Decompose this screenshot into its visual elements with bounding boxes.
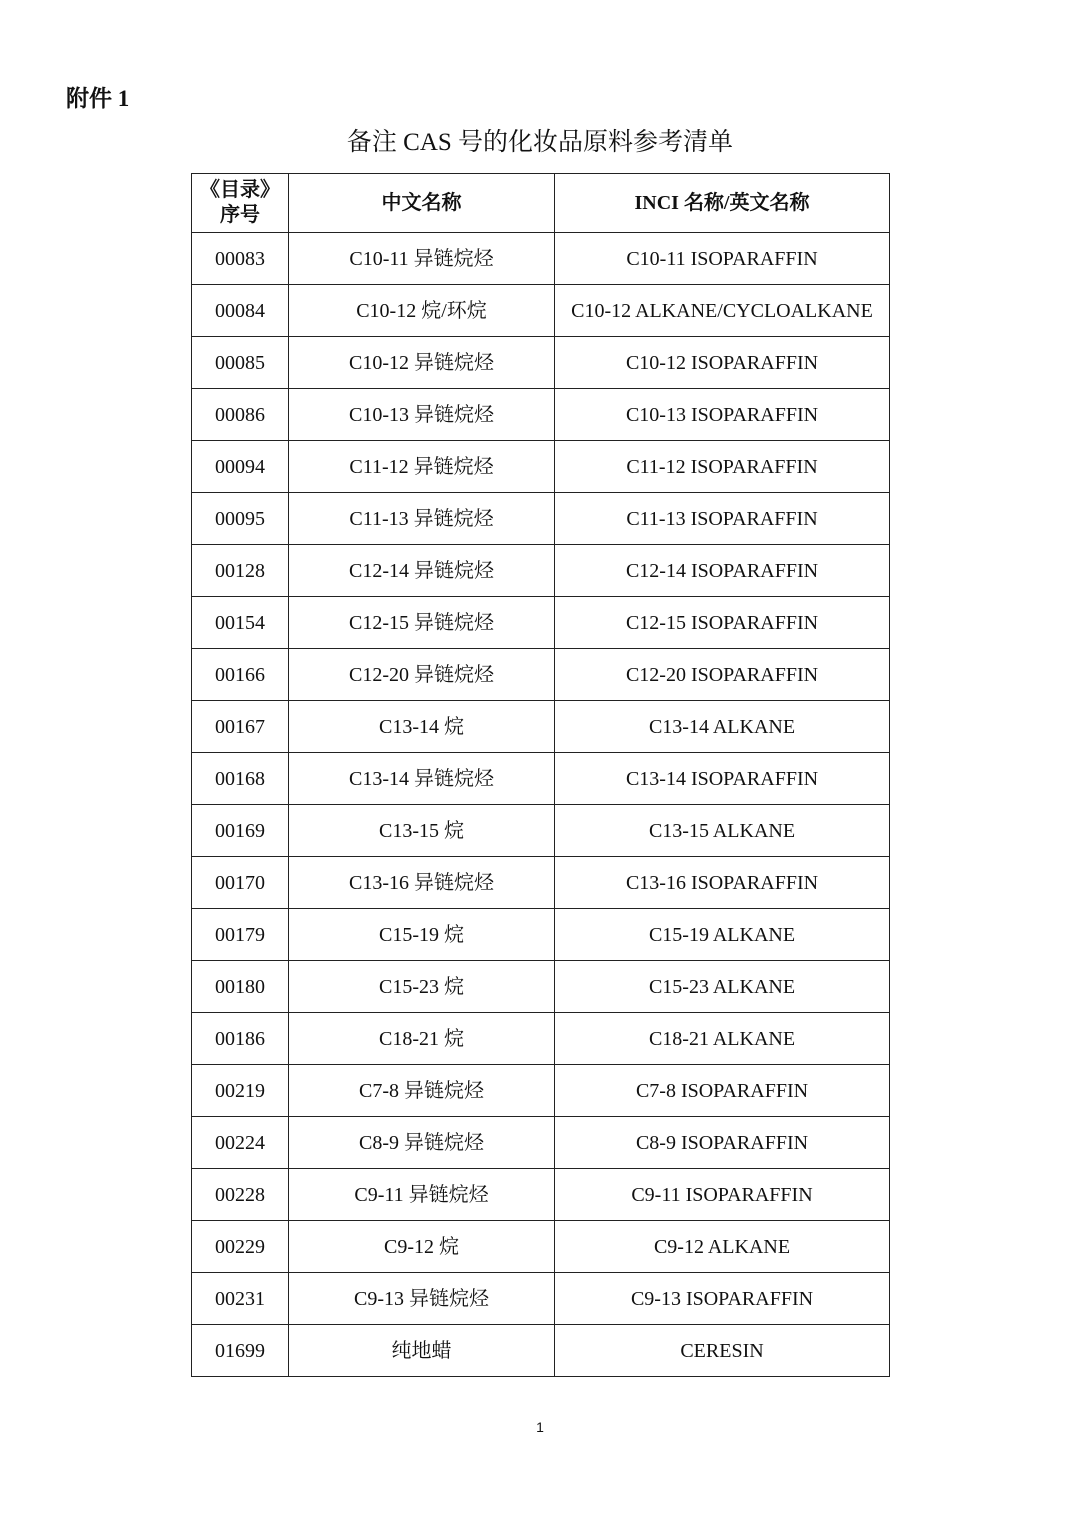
cell-inci-name: C13-15 ALKANE (555, 805, 890, 857)
cell-inci-name: C10-12 ALKANE/CYCLOALKANE (555, 285, 890, 337)
cell-inci-name: C10-13 ISOPARAFFIN (555, 389, 890, 441)
header-catalog-line1: 《目录》 (200, 179, 280, 201)
cell-chinese-name: C12-15 异链烷烃 (289, 597, 555, 649)
cell-inci-name: C9-13 ISOPARAFFIN (555, 1273, 890, 1325)
table-row (192, 545, 890, 597)
cell-inci-name: C18-21 ALKANE (555, 1013, 890, 1065)
cell-chinese-name: C10-12 异链烷烃 (289, 337, 555, 389)
cell-inci-name: C8-9 ISOPARAFFIN (555, 1117, 890, 1169)
cell-inci-name: C9-11 ISOPARAFFIN (555, 1169, 890, 1221)
table-row (192, 441, 890, 493)
table-body (192, 233, 890, 1377)
document-title: 备注 CAS 号的化妆品原料参考清单 (346, 129, 734, 156)
cell-chinese-name: C8-9 异链烷烃 (289, 1117, 555, 1169)
attachment-label: 附件 1 (66, 86, 130, 111)
cell-catalog-number: 00154 (192, 597, 289, 649)
cell-catalog-number: 00219 (192, 1065, 289, 1117)
cell-inci-name: C12-15 ISOPARAFFIN (555, 597, 890, 649)
table-row (192, 285, 890, 337)
table-row (192, 857, 890, 909)
cell-catalog-number: 00095 (192, 493, 289, 545)
table-row (192, 1117, 890, 1169)
ingredient-table (191, 173, 890, 1377)
cell-catalog-number: 00231 (192, 1273, 289, 1325)
page-number: 1 (536, 1419, 544, 1435)
cell-chinese-name: C9-12 烷 (289, 1221, 555, 1273)
cell-inci-name: C9-12 ALKANE (555, 1221, 890, 1273)
cell-inci-name: C13-16 ISOPARAFFIN (555, 857, 890, 909)
cell-catalog-number: 00084 (192, 285, 289, 337)
cell-inci-name: C13-14 ALKANE (555, 701, 890, 753)
cell-chinese-name: C13-14 烷 (289, 701, 555, 753)
cell-inci-name: C13-14 ISOPARAFFIN (555, 753, 890, 805)
table-row (192, 233, 890, 285)
header-chinese-name: 中文名称 (289, 174, 555, 233)
cell-chinese-name: C11-13 异链烷烃 (289, 493, 555, 545)
table-row (192, 961, 890, 1013)
header-catalog-number (192, 174, 289, 233)
table-row (192, 1013, 890, 1065)
table-row (192, 1221, 890, 1273)
cell-chinese-name: C13-14 异链烷烃 (289, 753, 555, 805)
cell-chinese-name: C11-12 异链烷烃 (289, 441, 555, 493)
table-header (192, 174, 890, 233)
cell-inci-name: C11-13 ISOPARAFFIN (555, 493, 890, 545)
cell-chinese-name: C10-12 烷/环烷 (289, 285, 555, 337)
cell-chinese-name: C7-8 异链烷烃 (289, 1065, 555, 1117)
cell-catalog-number: 00083 (192, 233, 289, 285)
cell-catalog-number: 00085 (192, 337, 289, 389)
cell-chinese-name: C13-15 烷 (289, 805, 555, 857)
cell-inci-name: C10-12 ISOPARAFFIN (555, 337, 890, 389)
cell-catalog-number: 00166 (192, 649, 289, 701)
header-row (192, 174, 890, 233)
cell-catalog-number: 01699 (192, 1325, 289, 1377)
table-row (192, 1169, 890, 1221)
cell-inci-name: C15-19 ALKANE (555, 909, 890, 961)
cell-catalog-number: 00128 (192, 545, 289, 597)
cell-inci-name: C12-20 ISOPARAFFIN (555, 649, 890, 701)
cell-inci-name: C12-14 ISOPARAFFIN (555, 545, 890, 597)
cell-catalog-number: 00186 (192, 1013, 289, 1065)
cell-inci-name: C7-8 ISOPARAFFIN (555, 1065, 890, 1117)
table-row (192, 1273, 890, 1325)
cell-inci-name: CERESIN (555, 1325, 890, 1377)
cell-catalog-number: 00180 (192, 961, 289, 1013)
cell-catalog-number: 00170 (192, 857, 289, 909)
table-row (192, 493, 890, 545)
cell-chinese-name: C9-13 异链烷烃 (289, 1273, 555, 1325)
cell-catalog-number: 00179 (192, 909, 289, 961)
cell-chinese-name: 纯地蜡 (289, 1325, 555, 1377)
table-row (192, 753, 890, 805)
cell-catalog-number: 00168 (192, 753, 289, 805)
cell-chinese-name: C12-14 异链烷烃 (289, 545, 555, 597)
cell-catalog-number: 00086 (192, 389, 289, 441)
cell-chinese-name: C15-19 烷 (289, 909, 555, 961)
cell-chinese-name: C12-20 异链烷烃 (289, 649, 555, 701)
cell-inci-name: C15-23 ALKANE (555, 961, 890, 1013)
cell-chinese-name: C13-16 异链烷烃 (289, 857, 555, 909)
cell-catalog-number: 00169 (192, 805, 289, 857)
table-row (192, 701, 890, 753)
header-inci-name: INCI 名称/英文名称 (555, 174, 890, 233)
cell-catalog-number: 00094 (192, 441, 289, 493)
table-row (192, 1065, 890, 1117)
cell-inci-name: C11-12 ISOPARAFFIN (555, 441, 890, 493)
cell-catalog-number: 00224 (192, 1117, 289, 1169)
table-row (192, 1325, 890, 1377)
cell-chinese-name: C18-21 烷 (289, 1013, 555, 1065)
cell-chinese-name: C10-13 异链烷烃 (289, 389, 555, 441)
header-catalog-line2: 序号 (220, 204, 260, 226)
cell-catalog-number: 00229 (192, 1221, 289, 1273)
table-row (192, 909, 890, 961)
table-row (192, 597, 890, 649)
cell-inci-name: C10-11 ISOPARAFFIN (555, 233, 890, 285)
cell-catalog-number: 00228 (192, 1169, 289, 1221)
cell-catalog-number: 00167 (192, 701, 289, 753)
table-row (192, 389, 890, 441)
table-row (192, 337, 890, 389)
table-row (192, 649, 890, 701)
cell-chinese-name: C10-11 异链烷烃 (289, 233, 555, 285)
cell-chinese-name: C9-11 异链烷烃 (289, 1169, 555, 1221)
cell-chinese-name: C15-23 烷 (289, 961, 555, 1013)
table-row (192, 805, 890, 857)
